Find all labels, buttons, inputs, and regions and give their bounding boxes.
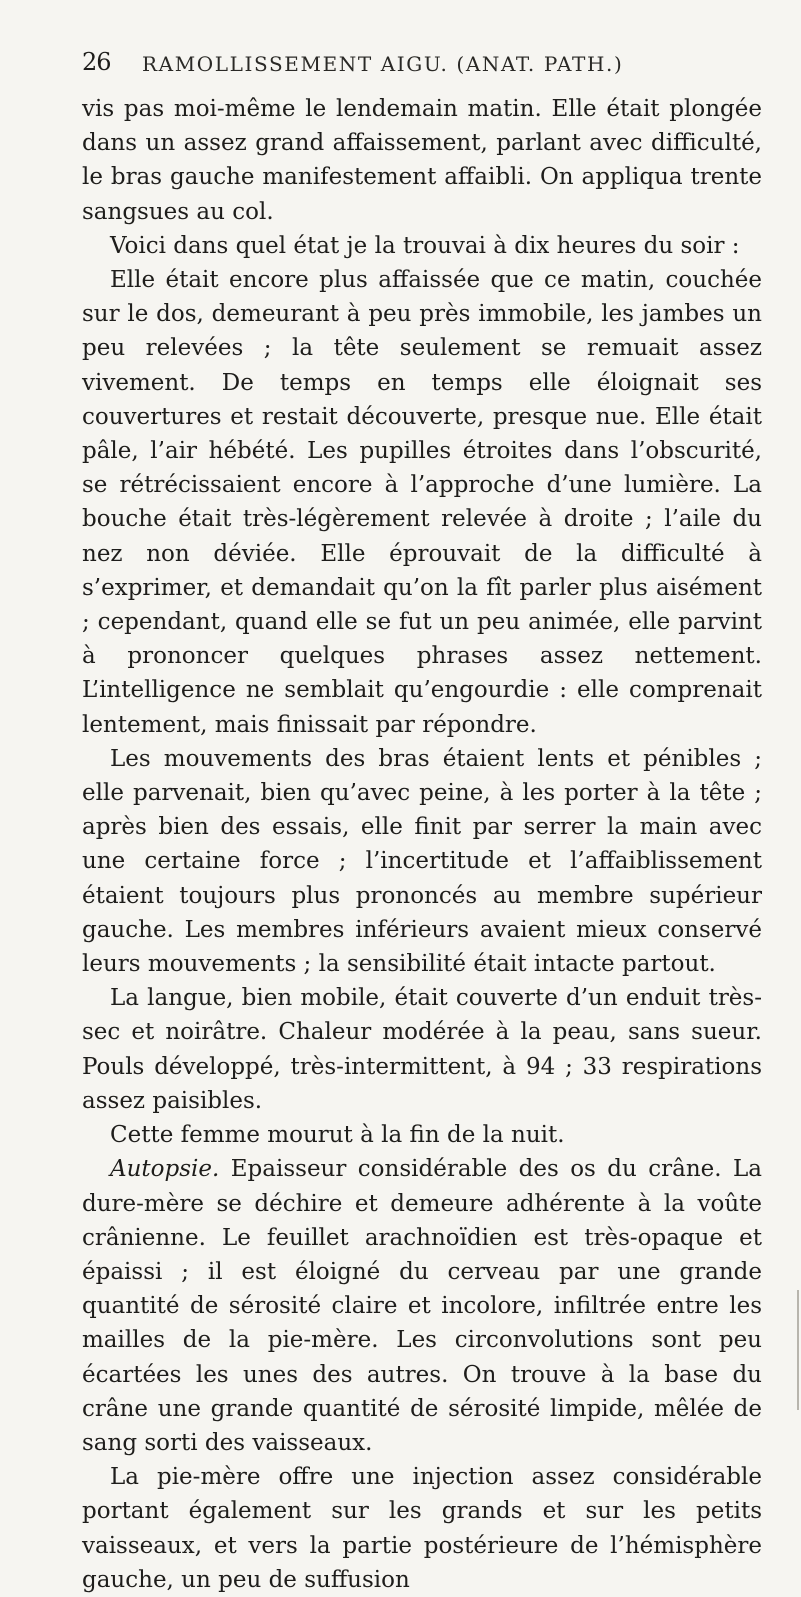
paragraph-1 (82, 92, 762, 229)
running-head: RAMOLLISSEMENT AIGU. (ANAT. PATH.) (142, 52, 624, 76)
paragraph-text: Elle était encore plus affaissée que ce matin, couchée sur le dos, demeurant à peu près immobile, les jambes un peu relevées ; la tête seulement se remuait assez vivement. De temps en temps elle éloignait ses couvertures et restait découverte, presque nue. Elle était pâle, l’air hébété. Les pupilles étroites dans l’obscurité, se rétrécissaient encore à l’approche d’une lumière. La bouche était très-légèrement relevée à droite ; l’aile du nez non déviée. Elle éprouvait de la difficulté à s’exprimer, et demandait qu’on la fît parler plus aisément ; cependant, quand elle se fut un peu animée, elle parvint à prononcer quelques phrases assez nettement. L’intelligence ne semblait qu’engourdie : elle comprenait lentement, mais finissait par répondre. (82, 267, 762, 738)
paragraph-text: La langue, bien mobile, était couverte d’un enduit très-sec et noirâtre. Chaleur modérée à la peau, sans sueur. Pouls développé, très-intermittent, à 94 ; 33 respirations assez paisibles. (82, 985, 762, 1114)
paragraph-4 (82, 742, 762, 981)
page-header (82, 48, 761, 82)
paragraph-5 (82, 981, 762, 1118)
paragraph-text: La pie-mère offre une injection assez considérable portant également sur les grands et sur les petits vaisseaux, et vers la partie postérieure de l’hémisphère gauche, un peu de suffusion (82, 1464, 762, 1593)
paragraph-autopsie (82, 1152, 762, 1460)
paragraph-8 (82, 1460, 762, 1597)
paragraph-text: Voici dans quel état je la trouvai à dix heures du soir : (110, 232, 740, 259)
paragraph-2 (82, 229, 762, 263)
margin-shadow (797, 1290, 799, 1410)
paragraph-text: Les mouvements des bras étaient lents et pénibles ; elle parvenait, bien qu’avec peine, à les porter à la tête ; après bien des essais, elle finit par serrer la main avec une certaine force ; l’incertitude et l’affaiblissement étaient toujours plus prononcés au membre supérieur gauche. Les membres inférieurs avaient mieux conservé leurs mouvements ; la sensibilité était intacte partout. (82, 745, 762, 978)
paragraph-text: vis pas moi-même le lendemain matin. Elle était plongée dans un assez grand affaissement, parlant avec difficulté, le bras gauche manifestement affaibli. On appliqua trente sangsues au col. (82, 96, 762, 225)
paragraph-6 (82, 1118, 762, 1152)
paragraph-3 (82, 263, 762, 742)
section-lead: Autopsie. (110, 1156, 220, 1183)
body-text (82, 92, 762, 1597)
paragraph-text: Cette femme mourut à la fin de la nuit. (110, 1122, 565, 1149)
page-number: 26 (82, 48, 111, 76)
paragraph-text: Epaisseur considérable des os du crâne. La dure-mère se déchire et demeure adhérente à la voûte crânienne. Le feuillet arachnoïdien est très-opaque et épaissi ; il est éloigné du cerveau par une grande quantité de sérosité claire et incolore, infiltrée entre les mailles de la pie-mère. Les circonvolutions sont peu écartées les unes des autres. On trouve à la base du crâne une grande quantité de sérosité limpide, mêlée de sang sorti des vaisseaux. (82, 1156, 762, 1456)
